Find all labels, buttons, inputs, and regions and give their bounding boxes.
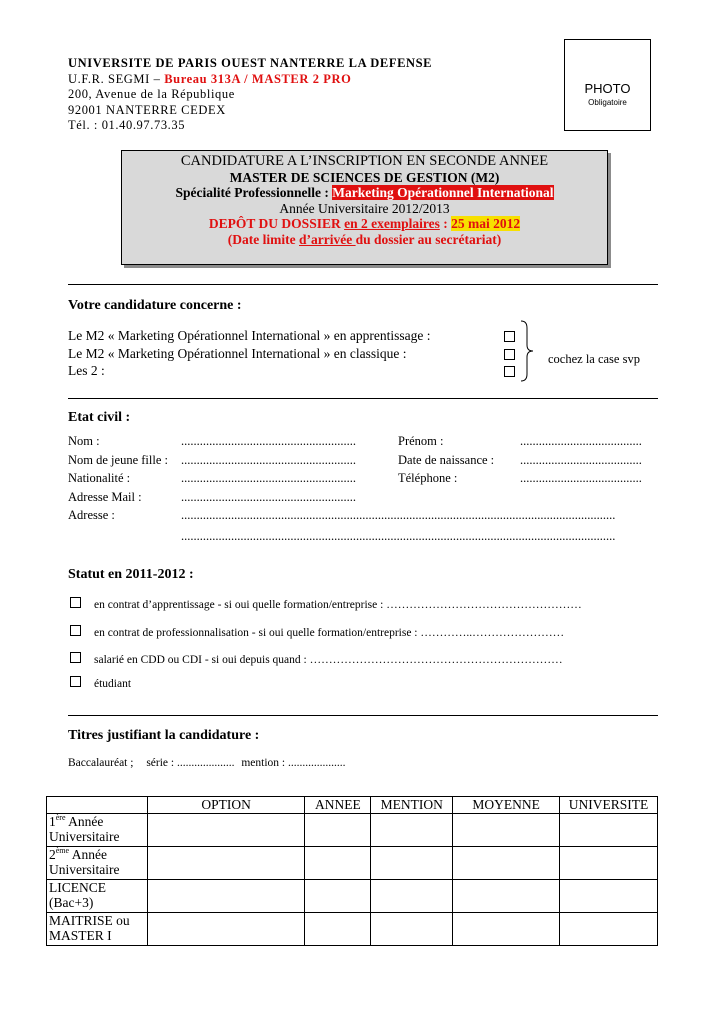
etat-civil-heading: Etat civil : <box>68 410 131 425</box>
row-label-sup: ème <box>55 845 70 855</box>
row-label-sup: ère <box>55 812 66 822</box>
table-cell[interactable] <box>453 912 560 945</box>
table-cell[interactable] <box>305 879 371 912</box>
label-nom: Nom : <box>68 434 100 448</box>
statut-text: salarié en CDD ou CDI - si oui depuis quand : ………………………………………………………… <box>94 654 563 666</box>
row-label-text: Année <box>69 846 107 862</box>
university-name: UNIVERSITE DE PARIS OUEST NANTERRE LA DEFENSE <box>68 56 433 70</box>
label-adresse: Adresse : <box>68 508 115 522</box>
row-label-line2: Universitaire <box>49 829 120 844</box>
candidature-heading: Votre candidature concerne : <box>68 298 242 313</box>
table-cell[interactable] <box>147 846 305 879</box>
field-nationalite[interactable]: ........................................................ <box>181 471 356 485</box>
table-cell[interactable] <box>371 846 453 879</box>
field-telephone[interactable]: ....................................... <box>520 471 642 485</box>
statut-text: en contrat d’apprentissage - si oui quelle formation/entreprise : …………………………………………… <box>94 599 582 611</box>
table-cell[interactable] <box>147 879 305 912</box>
column-header-moyenne: MOYENNE <box>453 797 560 814</box>
statut-heading: Statut en 2011-2012 : <box>68 567 194 582</box>
bac-line <box>68 757 346 769</box>
column-header-option: OPTION <box>147 797 305 814</box>
column-header-mention: MENTION <box>371 797 453 814</box>
row-label-text: LICENCE <box>49 879 106 895</box>
field-date-naissance[interactable]: ....................................... <box>520 452 642 467</box>
label-adresse-mail: Adresse Mail : <box>68 489 142 504</box>
photo-note: Obligatoire <box>588 98 627 107</box>
table-cell[interactable] <box>560 879 658 912</box>
deposit-sep: : <box>439 216 452 231</box>
label-nom-jeune-fille: Nom de jeune fille : <box>68 452 168 467</box>
column-header <box>47 797 148 814</box>
row-label-line2: MASTER I <box>49 928 112 943</box>
checkbox-statut-professionnalisation[interactable] <box>70 625 81 636</box>
statut-item-apprentissage <box>70 597 582 611</box>
checkbox-statut-salarie[interactable] <box>70 652 81 663</box>
mention-field[interactable]: mention : .................... <box>241 757 346 769</box>
option-classique: Le M2 « Marketing Opérationnel International » en classique : <box>68 345 407 361</box>
label-prenom: Prénom : <box>398 434 444 448</box>
row-label <box>47 912 148 945</box>
field-adresse-2[interactable]: ........................................................................................................................................... <box>181 529 616 543</box>
table-cell[interactable] <box>453 813 560 846</box>
address-line-1: 200, Avenue de la République <box>68 87 235 102</box>
label-telephone: Téléphone : <box>398 471 458 485</box>
title-box <box>121 150 608 265</box>
table-cell[interactable] <box>560 912 658 945</box>
statut-text: étudiant <box>94 678 132 690</box>
deadline-a: (Date limite <box>227 231 299 247</box>
checkbox-statut-etudiant[interactable] <box>70 676 81 687</box>
statut-item-professionnalisation <box>70 625 564 639</box>
statut-item-etudiant <box>70 676 131 690</box>
table-cell[interactable] <box>453 846 560 879</box>
row-label-num: 2 <box>49 846 56 862</box>
table-cell[interactable] <box>560 846 658 879</box>
column-header-universite: UNIVERSITE <box>560 797 658 814</box>
table-cell[interactable] <box>371 813 453 846</box>
deadline-c: du dossier au secrétariat) <box>355 231 502 247</box>
table-row <box>47 846 658 879</box>
title-line-2: MASTER DE SCIENCES DE GESTION (M2) <box>229 169 500 185</box>
field-nom-jeune-fille[interactable]: ........................................................ <box>181 452 356 467</box>
check-hint: cochez la case svp <box>548 352 640 366</box>
table-cell[interactable] <box>147 813 305 846</box>
checkbox-apprentissage[interactable] <box>504 331 515 342</box>
photo-label: PHOTO <box>584 81 631 96</box>
deposit-copies: en 2 exemplaires <box>344 216 440 231</box>
row-label <box>47 846 148 879</box>
title-line-1: CANDIDATURE A L’INSCRIPTION EN SECONDE ANNEE <box>180 153 549 169</box>
column-header-annee: ANNEE <box>305 797 371 814</box>
label-nationalite: Nationalité : <box>68 471 131 485</box>
table-row <box>47 813 658 846</box>
table-cell[interactable] <box>305 912 371 945</box>
field-nom[interactable]: ........................................................ <box>181 434 356 448</box>
row-label <box>47 813 148 846</box>
statut-text: en contrat de professionnalisation - si oui quelle formation/entreprise : …………..…………………… <box>94 627 565 639</box>
statut-item-salarie <box>70 652 563 666</box>
deadline-b: d’arrivée <box>299 231 356 247</box>
table-header-row <box>47 797 658 814</box>
field-prenom[interactable]: ....................................... <box>520 434 642 448</box>
brace-icon <box>520 320 534 382</box>
divider <box>68 715 658 716</box>
speciality-prefix: Spécialité Professionnelle : <box>175 185 333 200</box>
bac-label: Baccalauréat ; <box>68 757 134 769</box>
office-label: Bureau 313A / MASTER 2 PRO <box>164 71 352 86</box>
table-cell[interactable] <box>371 912 453 945</box>
speciality-name: Marketing Opérationnel International <box>332 185 554 200</box>
checkbox-classique[interactable] <box>504 349 515 360</box>
checkbox-statut-apprentissage[interactable] <box>70 597 81 608</box>
table-cell[interactable] <box>147 912 305 945</box>
table-row <box>47 879 658 912</box>
divider <box>68 398 658 399</box>
table-cell[interactable] <box>560 813 658 846</box>
table-cell[interactable] <box>305 846 371 879</box>
row-label-line2: (Bac+3) <box>49 895 94 910</box>
table-cell[interactable] <box>305 813 371 846</box>
row-label-text: MAITRISE ou <box>49 912 130 928</box>
ufr-line: U.F.R. SEGMI – <box>68 71 165 86</box>
titres-heading: Titres justifiant la candidature : <box>68 728 260 743</box>
diplomas-table <box>46 796 658 946</box>
candidature-options <box>68 327 431 380</box>
row-label-num: 1 <box>49 813 56 829</box>
serie-field[interactable]: série : .................... <box>146 757 235 769</box>
academic-year: Année Universitaire 2012/2013 <box>279 200 450 216</box>
label-date-naissance: Date de naissance : <box>398 452 495 467</box>
table-cell[interactable] <box>453 879 560 912</box>
address-line-2: 92001 NANTERRE CEDEX <box>68 102 226 117</box>
row-label-text: Année <box>65 813 104 829</box>
field-adresse-1[interactable]: ........................................................................................................................................... <box>181 508 616 522</box>
option-apprentissage: Le M2 « Marketing Opérationnel International » en apprentissage : <box>68 328 431 343</box>
deposit-prefix: DEPÔT DU DOSSIER <box>208 216 345 231</box>
phone-line: Tél. : 01.40.97.73.35 <box>68 118 186 133</box>
field-adresse-mail[interactable]: ........................................................ <box>181 489 356 504</box>
table-cell[interactable] <box>371 879 453 912</box>
divider <box>68 284 658 285</box>
option-both: Les 2 : <box>68 363 105 378</box>
photo-box <box>564 39 651 131</box>
row-label <box>47 879 148 912</box>
table-row <box>47 912 658 945</box>
checkbox-both[interactable] <box>504 366 515 377</box>
row-label-line2: Universitaire <box>49 862 120 877</box>
deposit-date: 25 mai 2012 <box>451 216 521 231</box>
institution-header <box>68 56 432 134</box>
